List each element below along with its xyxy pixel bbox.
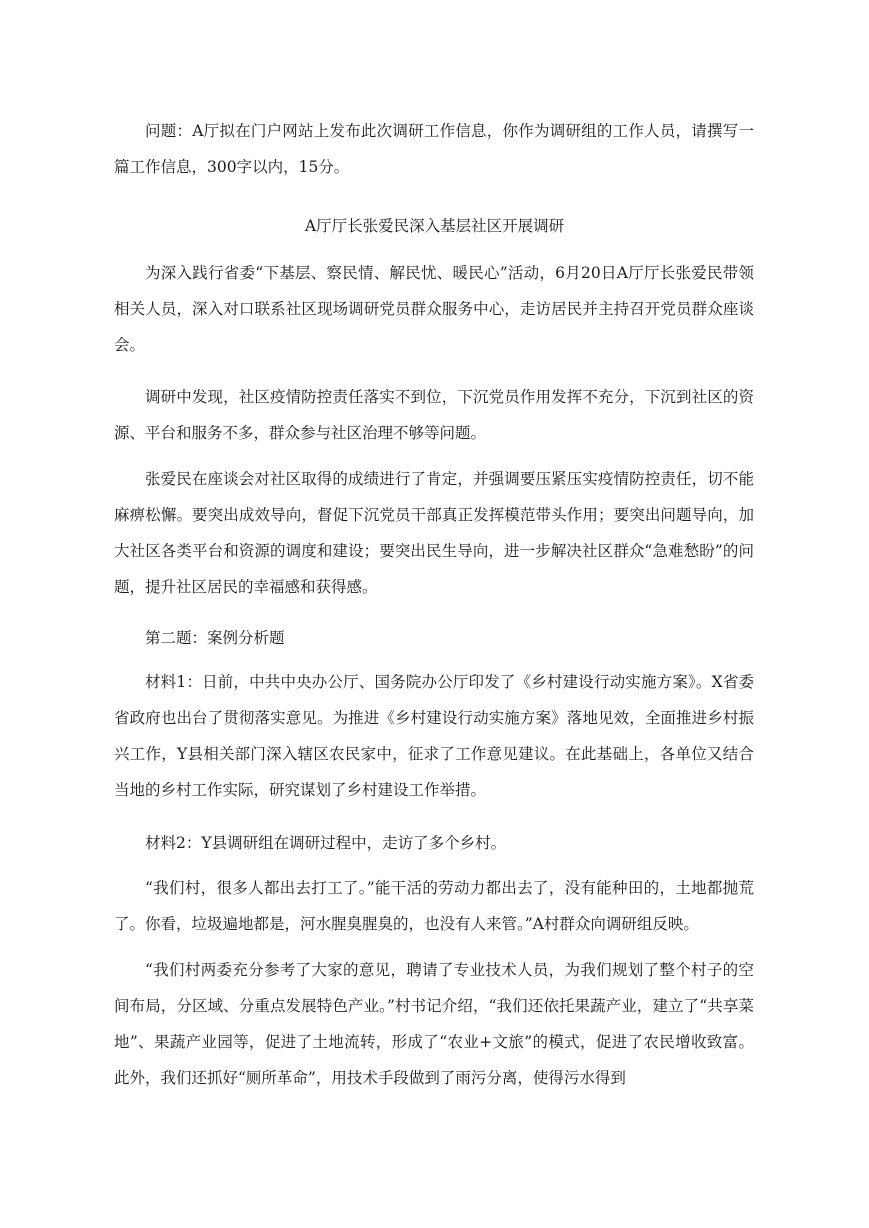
quote-paragraph-1: “我们村，很多人都出去打工了。”能干活的劳动力都出去了，没有能种田的，土地都抛荒了。你看，垃圾遍地都是，河水腥臭腥臭的，也没有人来管。”A村群众向调研组反映。 bbox=[114, 879, 754, 933]
body-paragraph-2: 调研中发现，社区疫情防控责任落实不到位，下沉党员作用发挥不充分，下沉到社区的资源、平台和服务不多，群众参与社区治理不够等问题。 bbox=[114, 388, 754, 442]
material-2-paragraph: 材料2：Y县调研组在调研过程中，走访了多个乡村。 bbox=[145, 834, 507, 852]
body-paragraph-1: 为深入践行省委“下基层、察民情、解民忧、暖民心”活动，6月20日A厅厅长张爱民带领相关人员，深入对口联系社区现场调研党员群众服务中心，走访居民并主持召开党员群众座谈会。 bbox=[114, 264, 754, 354]
material-1-paragraph: 材料1：日前，中共中央办公厅、国务院办公厅印发了《乡村建设行动实施方案》。X省委省政府也出台了贯彻落实意见。为推进《乡村建设行动实施方案》落地见效，全面推进乡村振兴工作，Y县相关部门深入辖区农民家中，征求了工作意见建议。在此基础上，各单位又结合当地的乡村工作实际，研究谋划了乡村建设工作举措。 bbox=[114, 673, 754, 799]
article-title: A厅厅长张爱民深入基层社区开展调研 bbox=[304, 217, 565, 235]
section-heading: 第二题：案例分析题 bbox=[145, 629, 285, 647]
question-paragraph: 问题：A厅拟在门户网站上发布此次调研工作信息，你作为调研组的工作人员，请撰写一篇工作信息，300字以内，15分。 bbox=[114, 122, 754, 176]
body-paragraph-3: 张爱民在座谈会对社区取得的成绩进行了肯定，并强调要压紧压实疫情防控责任，切不能麻痹松懈。要突出成效导向，督促下沉党员干部真正发挥模范带头作用；要突出问题导向，加大社区各类平台和资源的调度和建设；要突出民生导向，进一步解决社区群众“急难愁盼”的问题，提升社区居民的幸福感和获得感。 bbox=[114, 470, 754, 596]
quote-paragraph-2: “我们村两委充分参考了大家的意见，聘请了专业技术人员，为我们规划了整个村子的空间布局，分区域、分重点发展特色产业。”村书记介绍，“我们还依托果蔬产业，建立了“共享菜地”、果蔬产业园等，促进了土地流转，形成了“农业+文旅”的模式，促进了农民增收致富。此外，我们还抓好“厕所革命”，用技术手段做到了雨污分离，使得污水得到 bbox=[114, 961, 754, 1087]
